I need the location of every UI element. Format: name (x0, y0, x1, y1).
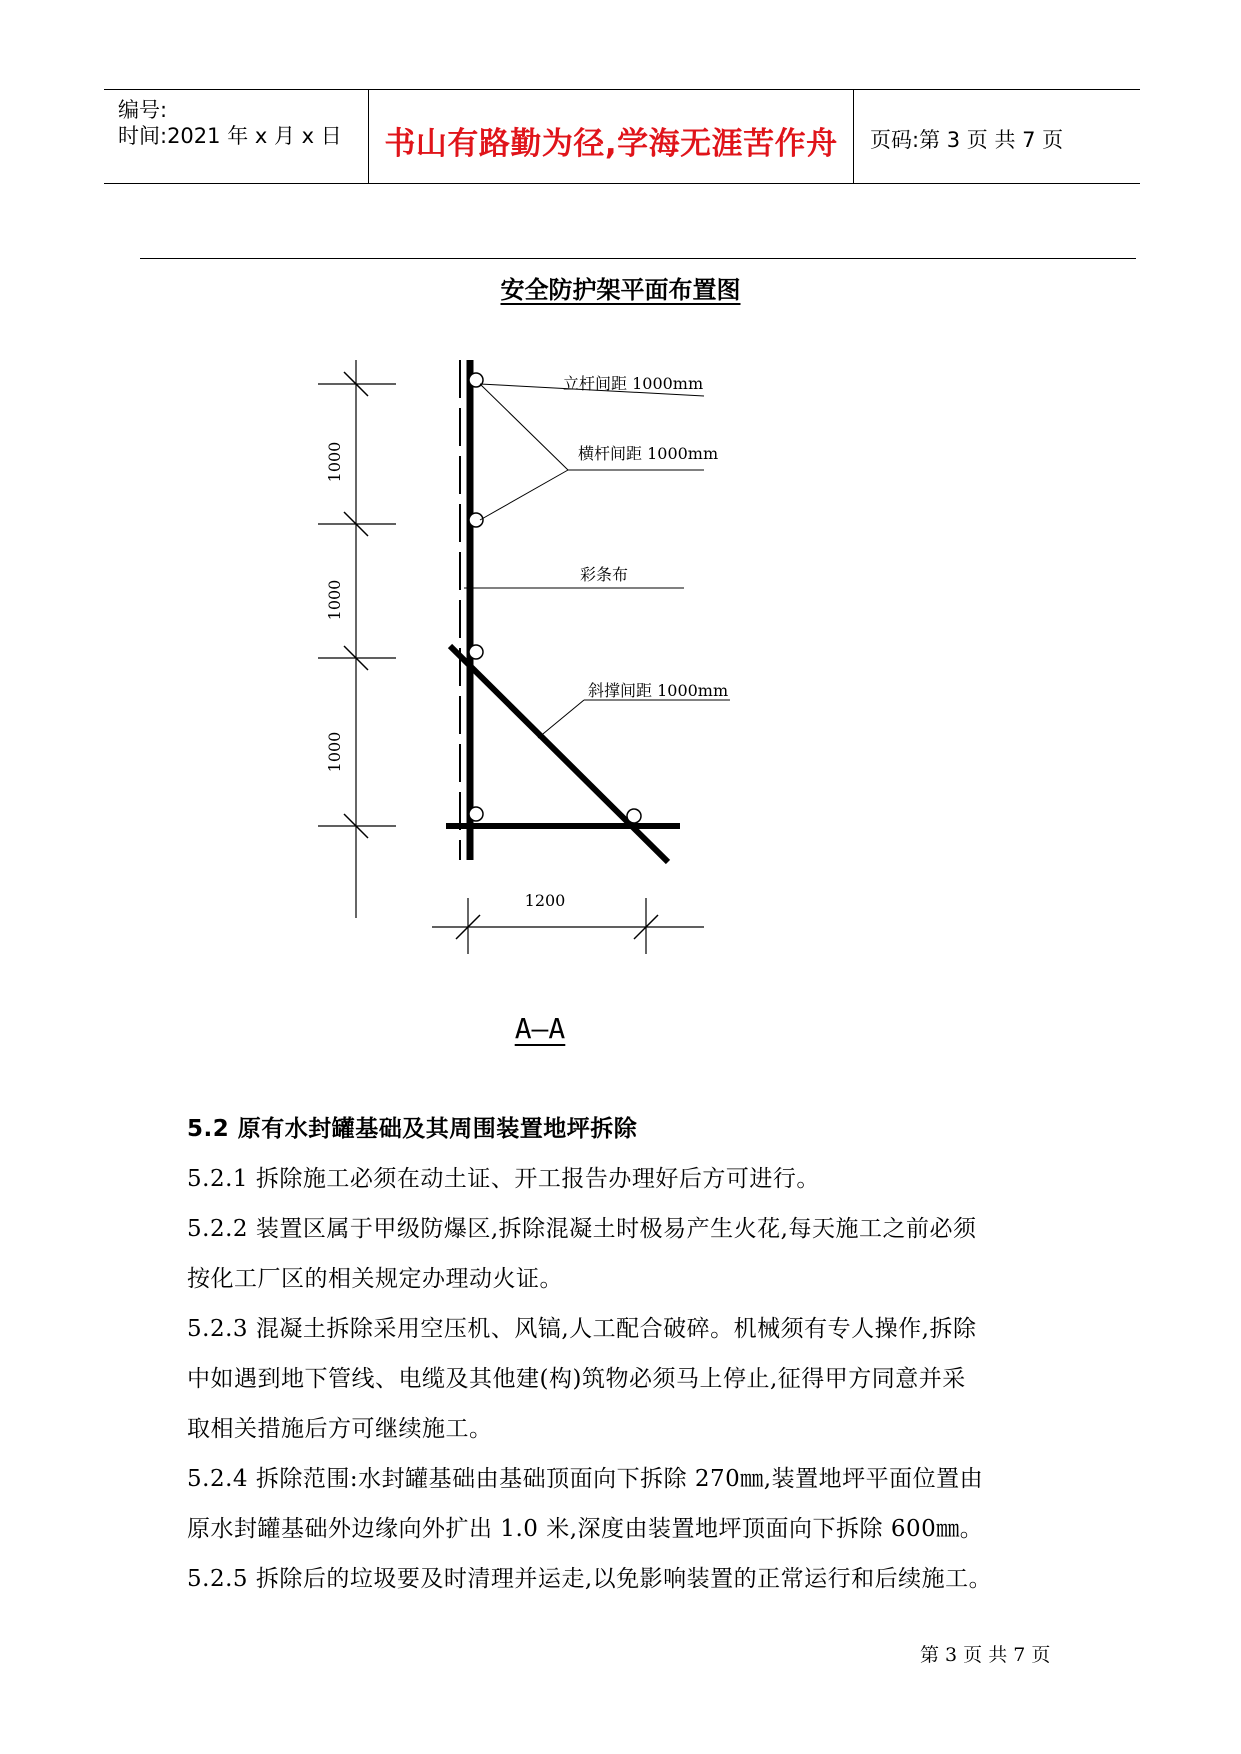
paragraph-5-2-2-line1: 5.2.2 装置区属于甲级防爆区,拆除混凝土时极易产生火花,每天施工之前必须 (187, 1216, 977, 1242)
dimension-text-width: 1200 (524, 891, 566, 910)
section-label: A—A (514, 1012, 566, 1045)
leader-bar-a (480, 384, 568, 470)
label-bar-spacing: 横杆间距 1000mm (578, 444, 719, 463)
figure-title: 安全防护架平面布置图 (500, 276, 741, 304)
page-footer: 第 3 页 共 7 页 (920, 1644, 1051, 1666)
label-brace-spacing: 斜撑间距 1000mm (588, 681, 729, 700)
dimension-text-3: 1000 (325, 731, 344, 773)
joint-circle-5 (627, 809, 641, 823)
section-heading: 5.2 原有水封罐基础及其周围装置地坪拆除 (187, 1116, 638, 1142)
paragraph-5-2-3-line3: 取相关措施后方可继续施工。 (187, 1416, 493, 1442)
document-number-label: 编号: (118, 98, 168, 122)
joint-circle-3 (469, 645, 483, 659)
section-body (187, 1104, 1087, 1604)
leader-bar-b (480, 470, 568, 520)
header-motto: 书山有路勤为径,学海无涯苦作舟 (384, 126, 838, 162)
dimension-text-1: 1000 (325, 441, 344, 483)
paragraph-5-2-4-line1: 5.2.4 拆除范围:水封罐基础由基础顶面向下拆除 270㎜,装置地坪平面位置由 (187, 1466, 984, 1492)
paragraph-5-2-5: 5.2.5 拆除后的垃圾要及时清理并运走,以免影响装置的正常运行和后续施工。 (187, 1566, 993, 1592)
leader-brace-a (538, 700, 584, 738)
paragraph-5-2-3-line1: 5.2.3 混凝土拆除采用空压机、风镐,人工配合破碎。机械须有专人操作,拆除 (187, 1316, 977, 1342)
header-page-number: 页码:第 3 页 共 7 页 (870, 128, 1064, 152)
diagonal-brace (450, 646, 668, 862)
paragraph-5-2-3-line2: 中如遇到地下管线、电缆及其他建(构)筑物必须马上停止,征得甲方同意并采 (187, 1366, 966, 1392)
document-time-label: 时间:2021 年 x 月 x 日 (118, 124, 342, 148)
label-pole-spacing: 立杆间距 1000mm (563, 374, 704, 393)
paragraph-5-2-4-line2: 原水封罐基础外边缘向外扩出 1.0 米,深度由装置地坪顶面向下拆除 600㎜。 (187, 1516, 984, 1542)
dimension-text-2: 1000 (325, 579, 344, 621)
joint-circle-4 (469, 807, 483, 821)
paragraph-5-2-2-line2: 按化工厂区的相关规定办理动火证。 (187, 1266, 563, 1292)
paragraph-5-2-1: 5.2.1 拆除施工必须在动土证、开工报告办理好后方可进行。 (187, 1166, 820, 1192)
label-cloth: 彩条布 (580, 565, 629, 584)
